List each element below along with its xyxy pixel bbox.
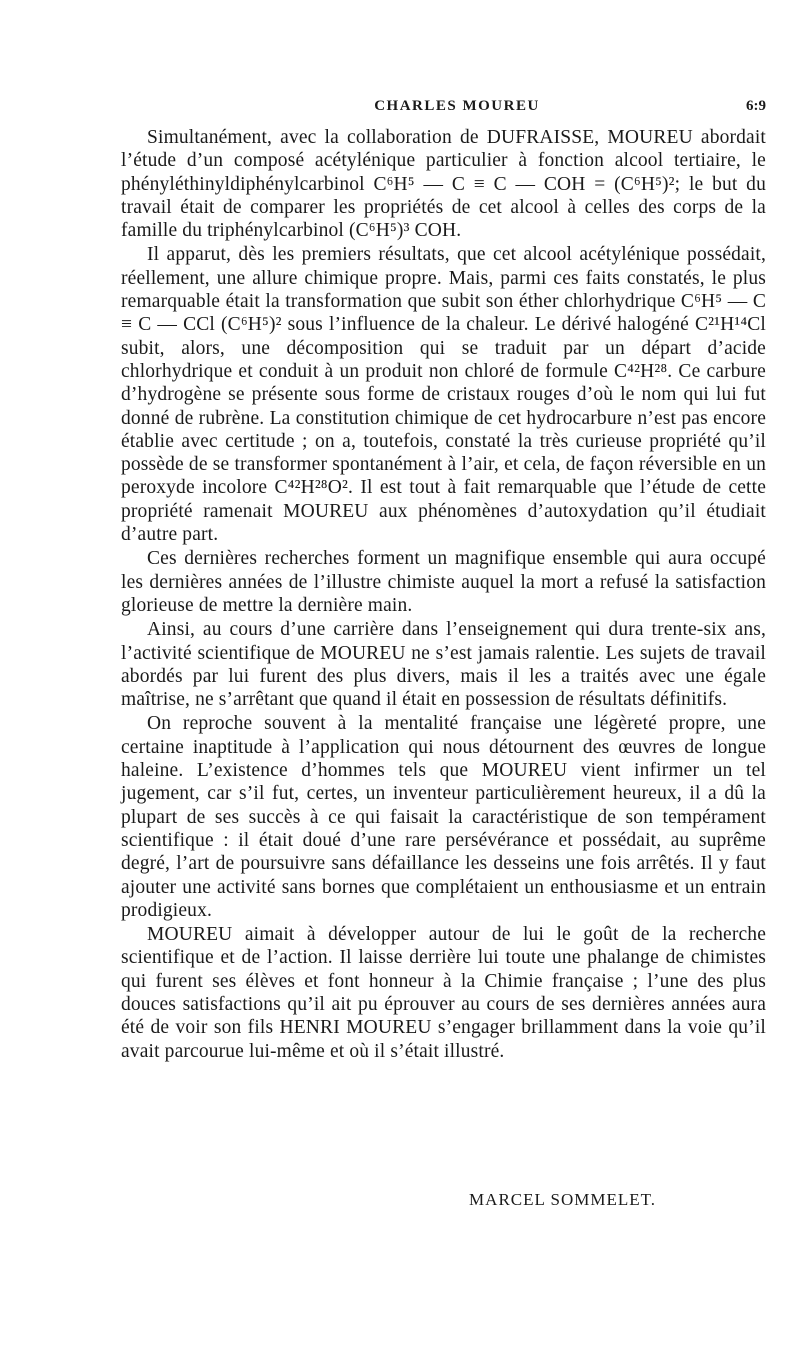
paragraph: Simultanément, avec la collaboration de DUFRAISSE, MOUREU abordait l’étude d’un composé acétylénique particulier à fonction alcool tertiaire, le phényléthinyldiphénylcarbinol C⁶H⁵ — C ≡ C — COH = (C⁶H⁵)²; le but du travail était de comparer les propriétés de cet alcool à celles des corps de la famille du triphénylcarbinol (C⁶H⁵)³ COH. (121, 127, 766, 242)
paragraph: Il apparut, dès les premiers résultats, que cet alcool acétylénique possédait, réellement, une allure chimique propre. Mais, parmi ces faits constatés, le plus remarquable était la transformation que subit son éther chlorhydrique C⁶H⁵ — C ≡ C — CCl (C⁶H⁵)² sous l’influence de la chaleur. Le dérivé halogéné C²¹H¹⁴Cl subit, alors, une décomposition qui se traduit par un départ d’acide chlorhydrique et conduit à un produit non chloré de formule C⁴²H²⁸. Ce carbure d’hydrogène se présente sous forme de cristaux rouges d’où le nom qui lui fut donné de rubrène. La constitution chimique de cet hydrocarbure n’est pas encore établie avec certitude ; on a, toutefois, constaté la très curieuse propriété qu’il possède de se transformer spontanément à l’air, et cela, de façon réversible en un peroxyde incolore C⁴²H²⁸O². Il est tout à fait remarquable que l’étude de cette propriété ramenait MOUREU aux phénomènes d’autoxydation qu’il étudiait d’autre part. (121, 244, 766, 546)
paragraph: MOUREU aimait à développer autour de lui le goût de la recherche scientifique et de l’action. Il laisse derrière lui toute une phalange de chimistes qui furent ses élèves et font honneur à la Chimie française ; l’une des plus douces satisfactions qu’il ait pu éprouver au cours de ses dernières années aura été de voir son fils HENRI MOUREU s’engager brillamment dans la voie qu’il avait parcourue lui-même et où il s’était illustré. (121, 924, 766, 1062)
paragraph: Ces dernières recherches forment un magnifique ensemble qui aura occupé les dernières années de l’illustre chimiste auquel la mort a refusé la satisfaction glorieuse de mettre la dernière main. (121, 548, 766, 616)
author-signature: MARCEL SOMMELET. (469, 1190, 656, 1209)
running-header (148, 98, 766, 122)
page-number: 6:9 (746, 98, 766, 114)
running-title: CHARLES MOUREU (374, 98, 540, 114)
paragraph: Ainsi, au cours d’une carrière dans l’enseignement qui dura trente-six ans, l’activité scientifique de MOUREU ne s’est jamais ralentie. Les sujets de travail abordés par lui furent des plus divers, mais il les a traités avec une égale maîtrise, ne s’arrêtant que quand il était en possession de résultats définitifs. (121, 619, 766, 711)
body-text (121, 126, 766, 1063)
paragraph: On reproche souvent à la mentalité française une légèreté propre, une certaine inaptitude à l’application qui nous détournent des œuvres de longue haleine. L’existence d’hommes tels que MOUREU vient infirmer un tel jugement, car s’il fut, certes, un inventeur particulièrement heureux, il a dû la plupart de ses succès à ce qui faisait la caractéristique de son tempérament scientifique : il était doué d’une rare persévérance et possédait, au suprême degré, l’art de poursuivre sans défaillance les desseins une fois arrêtés. Il y faut ajouter une activité sans bornes que complétaient un enthousiasme et un entrain prodigieux. (121, 713, 766, 921)
